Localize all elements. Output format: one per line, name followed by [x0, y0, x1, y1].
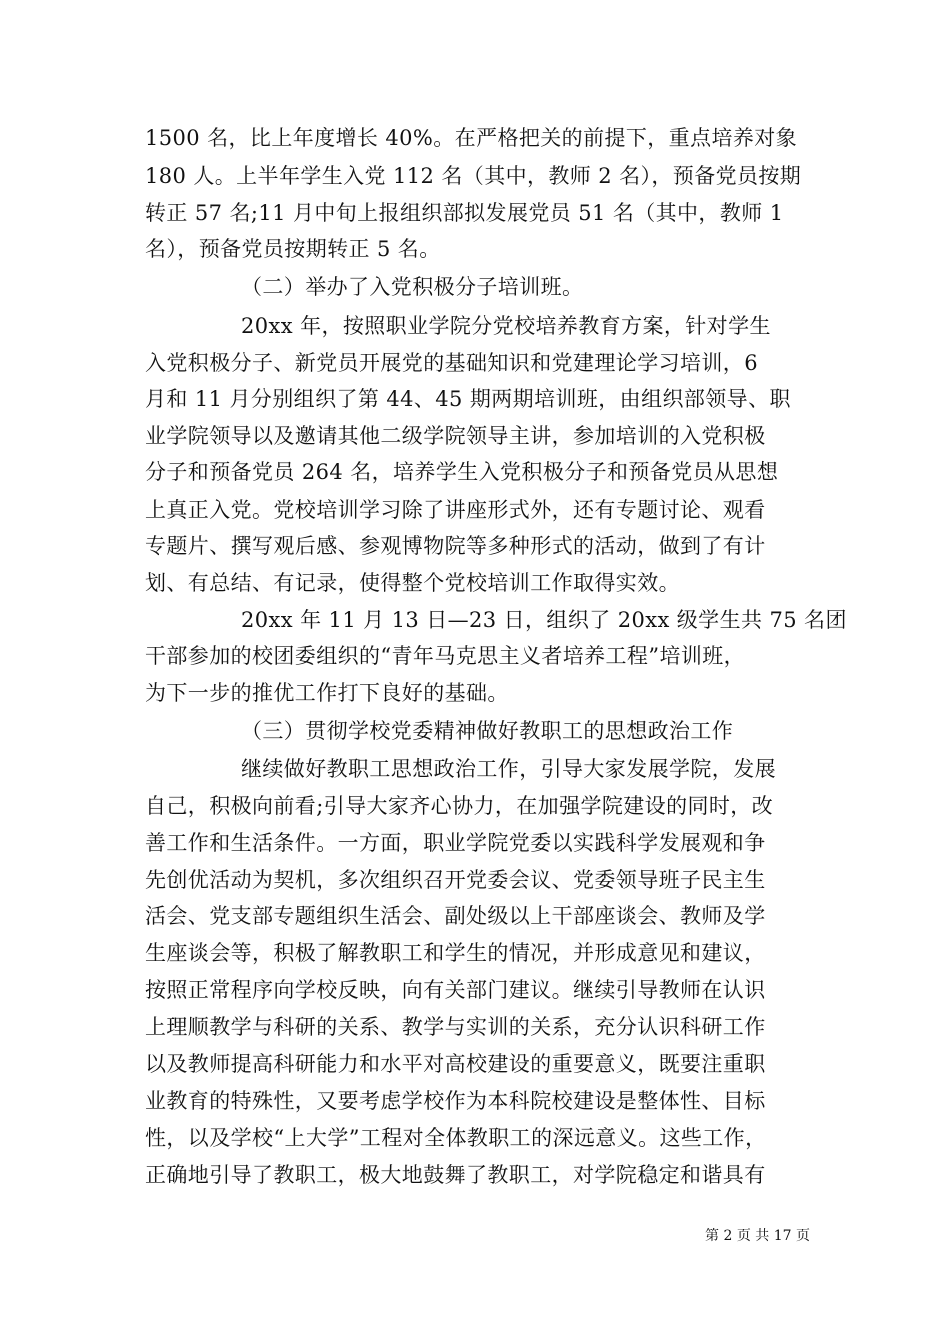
- text-line-27: 业教育的特殊性，又要考虑学校作为本科院校建设是整体性、目标: [145, 1089, 766, 1113]
- text-line-15: 干部参加的校团委组织的“青年马克思主义者培养工程”培训班，: [145, 644, 746, 668]
- text-line-21: 先创优活动为契机，多次组织召开党委会议、党委领导班子民主生: [145, 868, 766, 892]
- text-line-1: 1500 名，比上年度增长 40%。在严格把关的前提下，重点培养对象: [145, 126, 798, 150]
- text-line-16: 为下一步的推优工作打下良好的基础。: [145, 681, 509, 705]
- text-line-3: 转正 57 名;11 月中旬上报组织部拟发展党员 51 名（其中，教师 1: [145, 201, 784, 225]
- text-line-24: 按照正常程序向学校反映，向有关部门建议。继续引导教师在认识: [145, 978, 766, 1002]
- page-number: 第 2 页 共 17 页: [705, 1228, 810, 1244]
- text-line-11: 上真正入党。党校培训学习除了讲座形式外，还有专题讨论、观看: [145, 498, 766, 522]
- text-line-2: 180 人。上半年学生入党 112 名（其中，教师 2 名），预备党员按期: [145, 164, 802, 188]
- text-line-14: 20xx 年 11 月 13 日—23 日，组织了 20xx 级学生共 75 名团: [241, 608, 847, 632]
- text-line-19: 自己，积极向前看;引导大家齐心协力，在加强学院建设的同时，改: [145, 794, 774, 818]
- text-line-13: 划、有总结、有记录，使得整个党校培训工作取得实效。: [145, 571, 680, 595]
- text-line-20: 善工作和生活条件。一方面，职业学院党委以实践科学发展观和争: [145, 831, 766, 855]
- text-line-28: 性，以及学校“上大学”工程对全体教职工的深远意义。这些工作，: [145, 1126, 767, 1150]
- text-line-29: 正确地引导了教职工，极大地鼓舞了教职工，对学院稳定和谐具有: [145, 1163, 766, 1187]
- text-line-12: 专题片、撰写观后感、参观博物院等多种形式的活动，做到了有计: [145, 534, 766, 558]
- text-line-4: 名），预备党员按期转正 5 名。: [145, 237, 441, 261]
- text-line-23: 生座谈会等，积极了解教职工和学生的情况，并形成意见和建议，: [145, 941, 766, 965]
- text-line-6: 20xx 年，按照职业学院分党校培养教育方案，针对学生: [241, 314, 771, 338]
- text-line-25: 上理顺教学与科研的关系、教学与实训的关系，充分认识科研工作: [145, 1015, 766, 1039]
- text-line-7: 入党积极分子、新党员开展党的基础知识和党建理论学习培训，6: [145, 351, 758, 375]
- section-heading-2: （二）举办了入党积极分子培训班。: [241, 275, 584, 299]
- section-heading-3: （三）贯彻学校党委精神做好教职工的思想政治工作: [241, 719, 734, 743]
- text-line-22: 活会、党支部专题组织生活会、副处级以上干部座谈会、教师及学: [145, 904, 766, 928]
- text-line-9: 业学院领导以及邀请其他二级学院领导主讲，参加培训的入党积极: [145, 424, 766, 448]
- text-line-18: 继续做好教职工思想政治工作，引导大家发展学院，发展: [241, 757, 776, 781]
- text-line-8: 月和 11 月分别组织了第 44、45 期两期培训班，由组织部领导、职: [145, 387, 791, 411]
- text-line-10: 分子和预备党员 264 名，培养学生入党积极分子和预备党员从思想: [145, 460, 779, 484]
- text-line-26: 以及教师提高科研能力和水平对高校建设的重要意义，既要注重职: [145, 1052, 766, 1076]
